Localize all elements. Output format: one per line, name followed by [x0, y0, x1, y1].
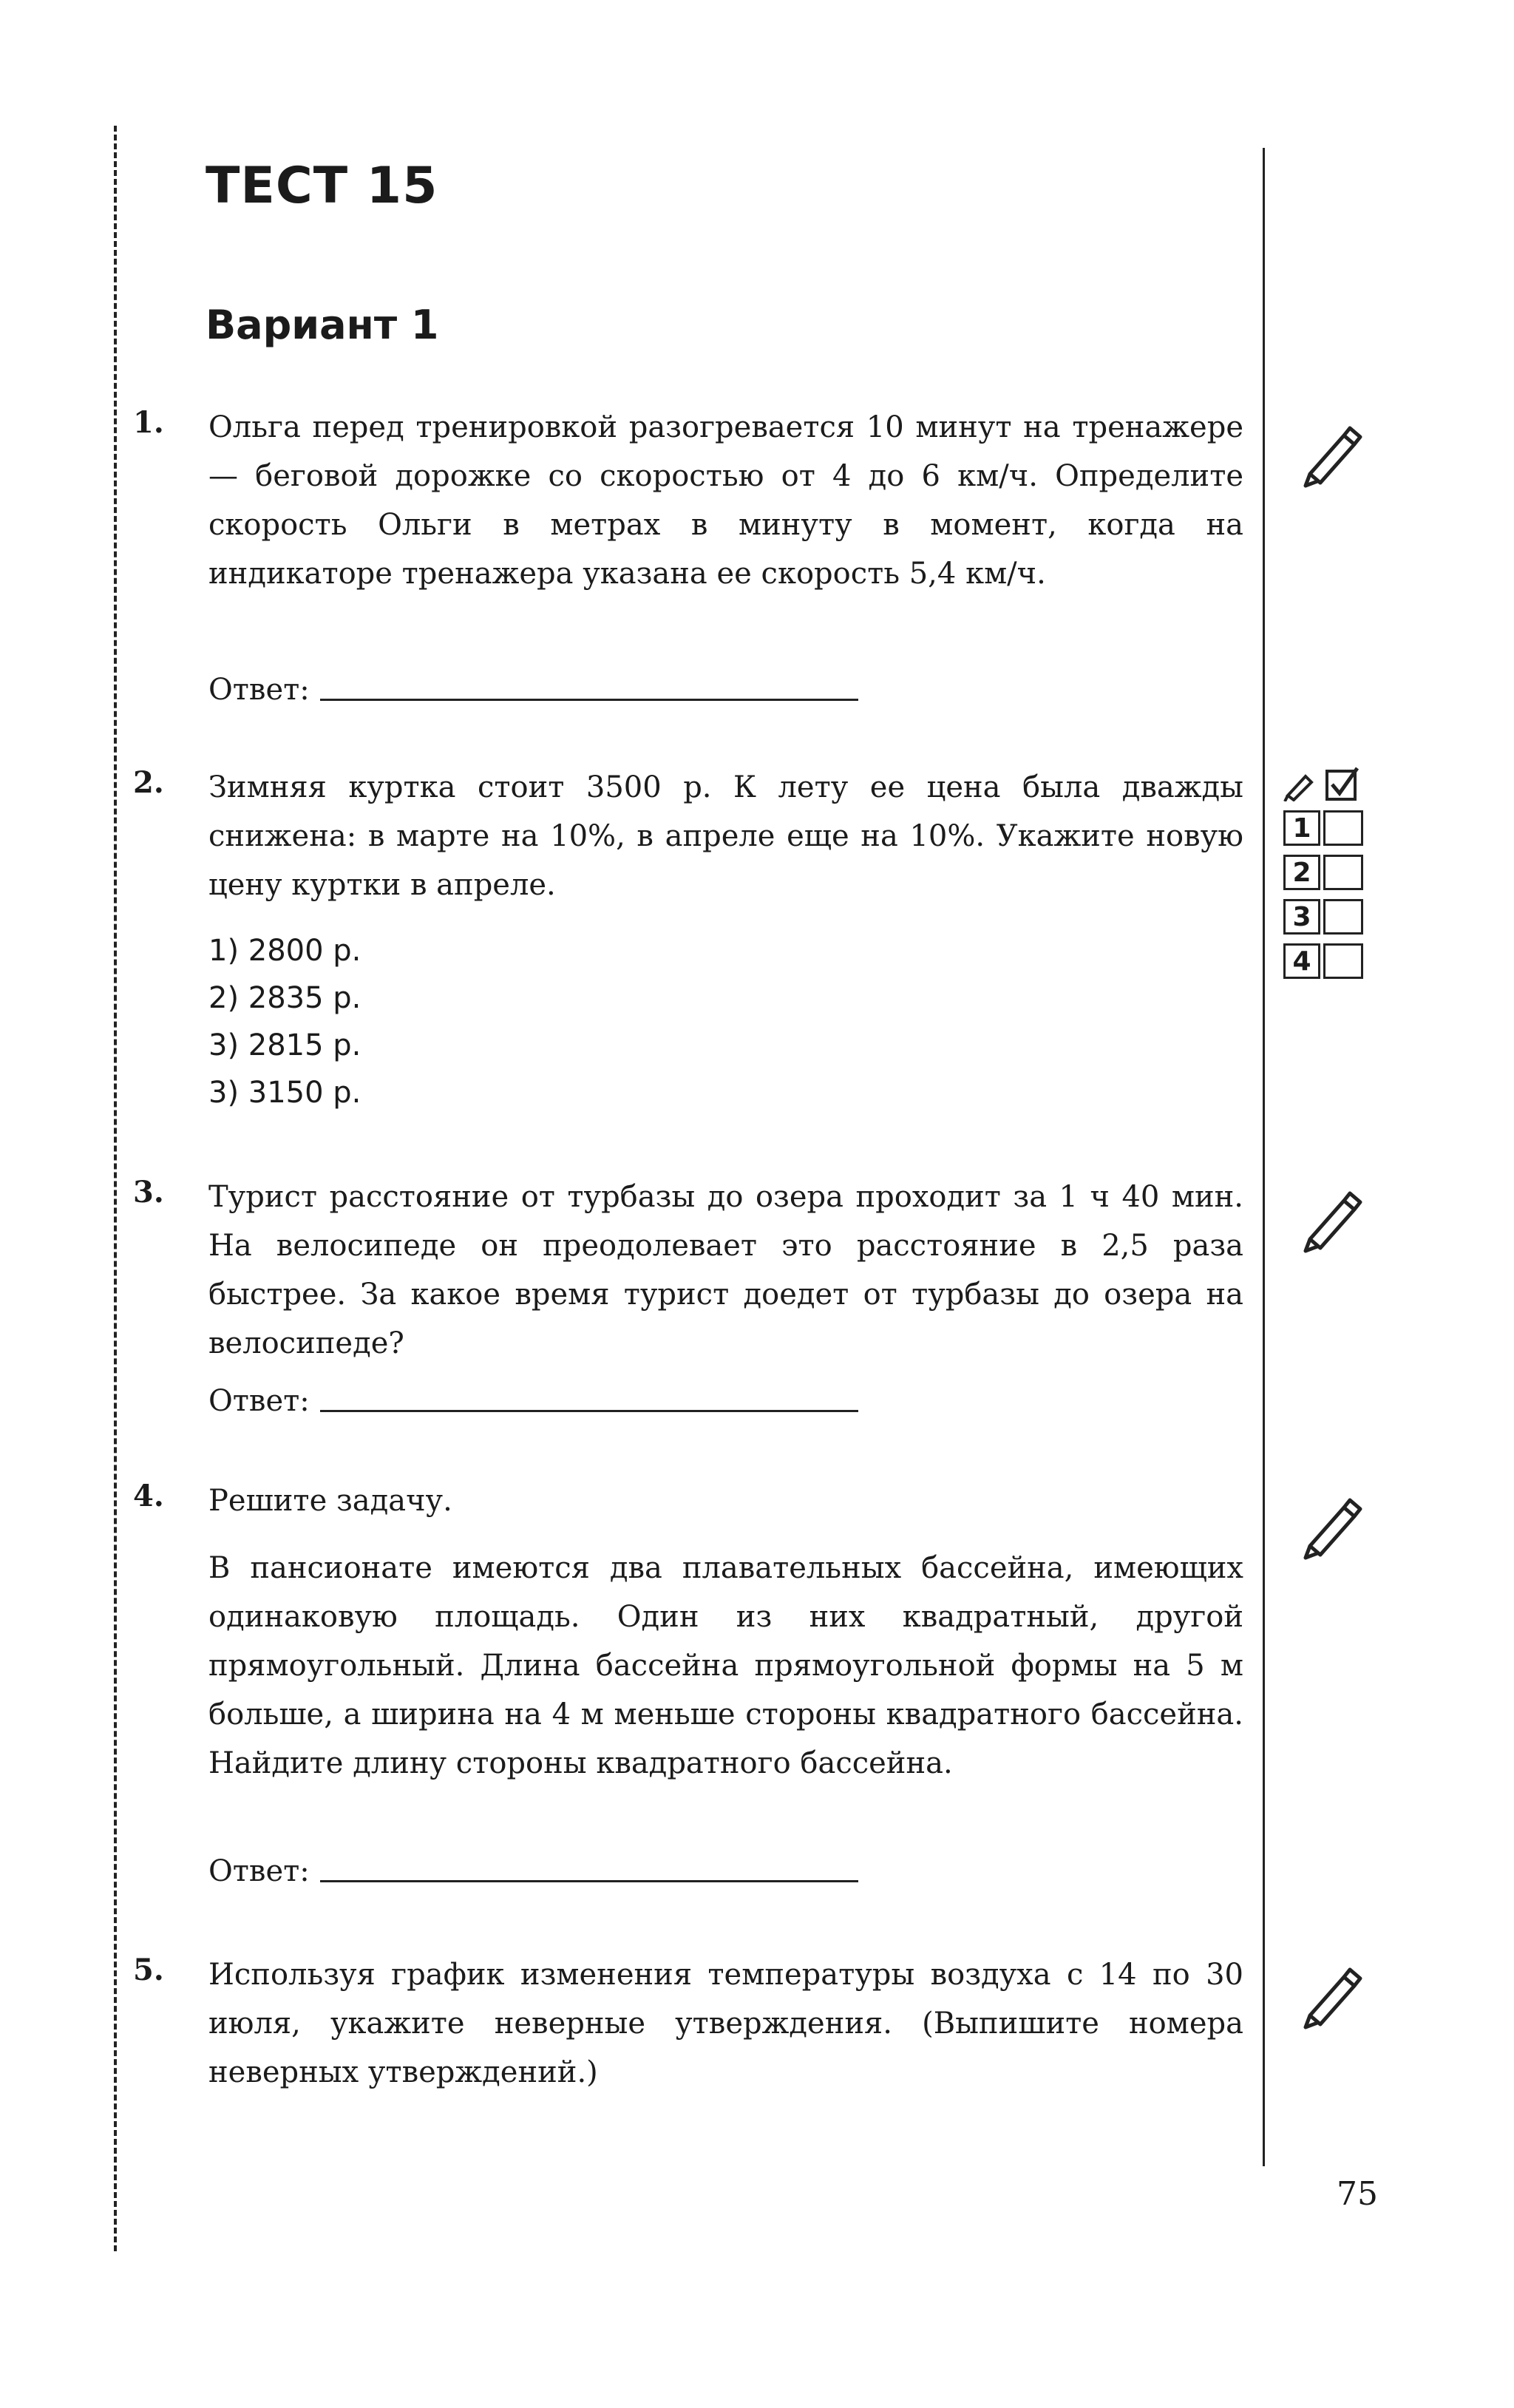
task-4-number: 4.: [133, 1479, 164, 1513]
pen-icon: [1297, 1959, 1368, 2030]
choice-row-1[interactable]: [1283, 806, 1379, 850]
task-3-number: 3.: [133, 1175, 164, 1210]
pen-icon: [1297, 1183, 1368, 1254]
checkbox-check-icon: [1325, 765, 1362, 802]
task-5-text: Используя график изменения температуры воздуха с 14 по 30 июля, укажите неверные утверждения. (Выпишите номера неверных утверждений.): [208, 1958, 1243, 2089]
choice-number: 3: [1283, 899, 1320, 935]
task-3-text: Турист расстояние от турбазы до озера проходит за 1 ч 40 мин. На велосипеде он преодолевает это расстояние в 2,5 раза быстрее. За какое время турист доедет от турбазы до озера на велосипеде?: [208, 1180, 1243, 1360]
option-2[interactable]: 2) 2835 р.: [208, 981, 361, 1015]
choice-number: 1: [1283, 810, 1320, 846]
task-1-text: Ольга перед тренировкой разогревается 10 минут на тренажере — беговой дорожке со скоростью от 4 до 6 км/ч. Определите скорость Ольги в метрах в минуту в момент, когда на индикаторе тренажера указана ее скорость 5,4 км/ч.: [208, 410, 1243, 591]
task-4-answer[interactable]: [208, 1854, 858, 1888]
choice-number: 2: [1283, 855, 1320, 890]
task-4-text: В пансионате имеются два плавательных бассейна, имеющих одинаковую площадь. Один из них квадратный, другой прямоугольный. Длина бассейна прямоугольной формы на 5 м больше, а ширина на 4 м меньше стороны квадратного бассейна. Найдите длину стороны квадратного бассейна.: [208, 1551, 1243, 1780]
choice-checkbox[interactable]: [1323, 810, 1363, 846]
task-5-number: 5.: [133, 1953, 164, 1987]
option-3[interactable]: 3) 2815 р.: [208, 1028, 361, 1062]
task-2-number: 2.: [133, 765, 164, 800]
answer-line[interactable]: [320, 699, 858, 701]
answer-label: Ответ:: [208, 1384, 310, 1418]
option-1[interactable]: 1) 2800 р.: [208, 934, 361, 968]
variant-title: Вариант 1: [206, 302, 439, 348]
pen-checkmark-icon: [1283, 766, 1325, 801]
choice-number: 4: [1283, 943, 1320, 979]
task-2-options: [208, 927, 361, 1116]
choice-checkbox[interactable]: [1323, 943, 1363, 979]
margin-rule: [1263, 148, 1265, 2166]
choice-row-4[interactable]: [1283, 939, 1379, 983]
answer-line[interactable]: [320, 1410, 858, 1412]
answer-choice-grid: [1283, 762, 1379, 983]
choice-checkbox[interactable]: [1323, 899, 1363, 935]
pen-icon: [1297, 1490, 1368, 1561]
answer-line[interactable]: [320, 1880, 858, 1882]
choice-row-2[interactable]: [1283, 850, 1379, 895]
test-title: ТЕСТ 15: [206, 157, 438, 215]
task-1-number: 1.: [133, 405, 164, 440]
choice-header: [1283, 762, 1379, 806]
task-2-text: Зимняя куртка стоит 3500 р. К лету ее цена была дважды снижена: в марте на 10%, в апреле еще на 10%. Укажите новую цену куртки в апреле.: [208, 770, 1243, 902]
cut-line: [114, 126, 117, 2251]
choice-row-3[interactable]: [1283, 895, 1379, 939]
task-3-answer[interactable]: [208, 1384, 858, 1418]
answer-label: Ответ:: [208, 673, 310, 707]
task-1-answer[interactable]: [208, 673, 858, 707]
choice-checkbox[interactable]: [1323, 855, 1363, 890]
answer-label: Ответ:: [208, 1854, 310, 1888]
page-number: 75: [1337, 2175, 1378, 2213]
task-4-lead: Решите задачу.: [208, 1484, 452, 1518]
option-4[interactable]: 3) 3150 р.: [208, 1076, 361, 1110]
pen-icon: [1297, 418, 1368, 489]
